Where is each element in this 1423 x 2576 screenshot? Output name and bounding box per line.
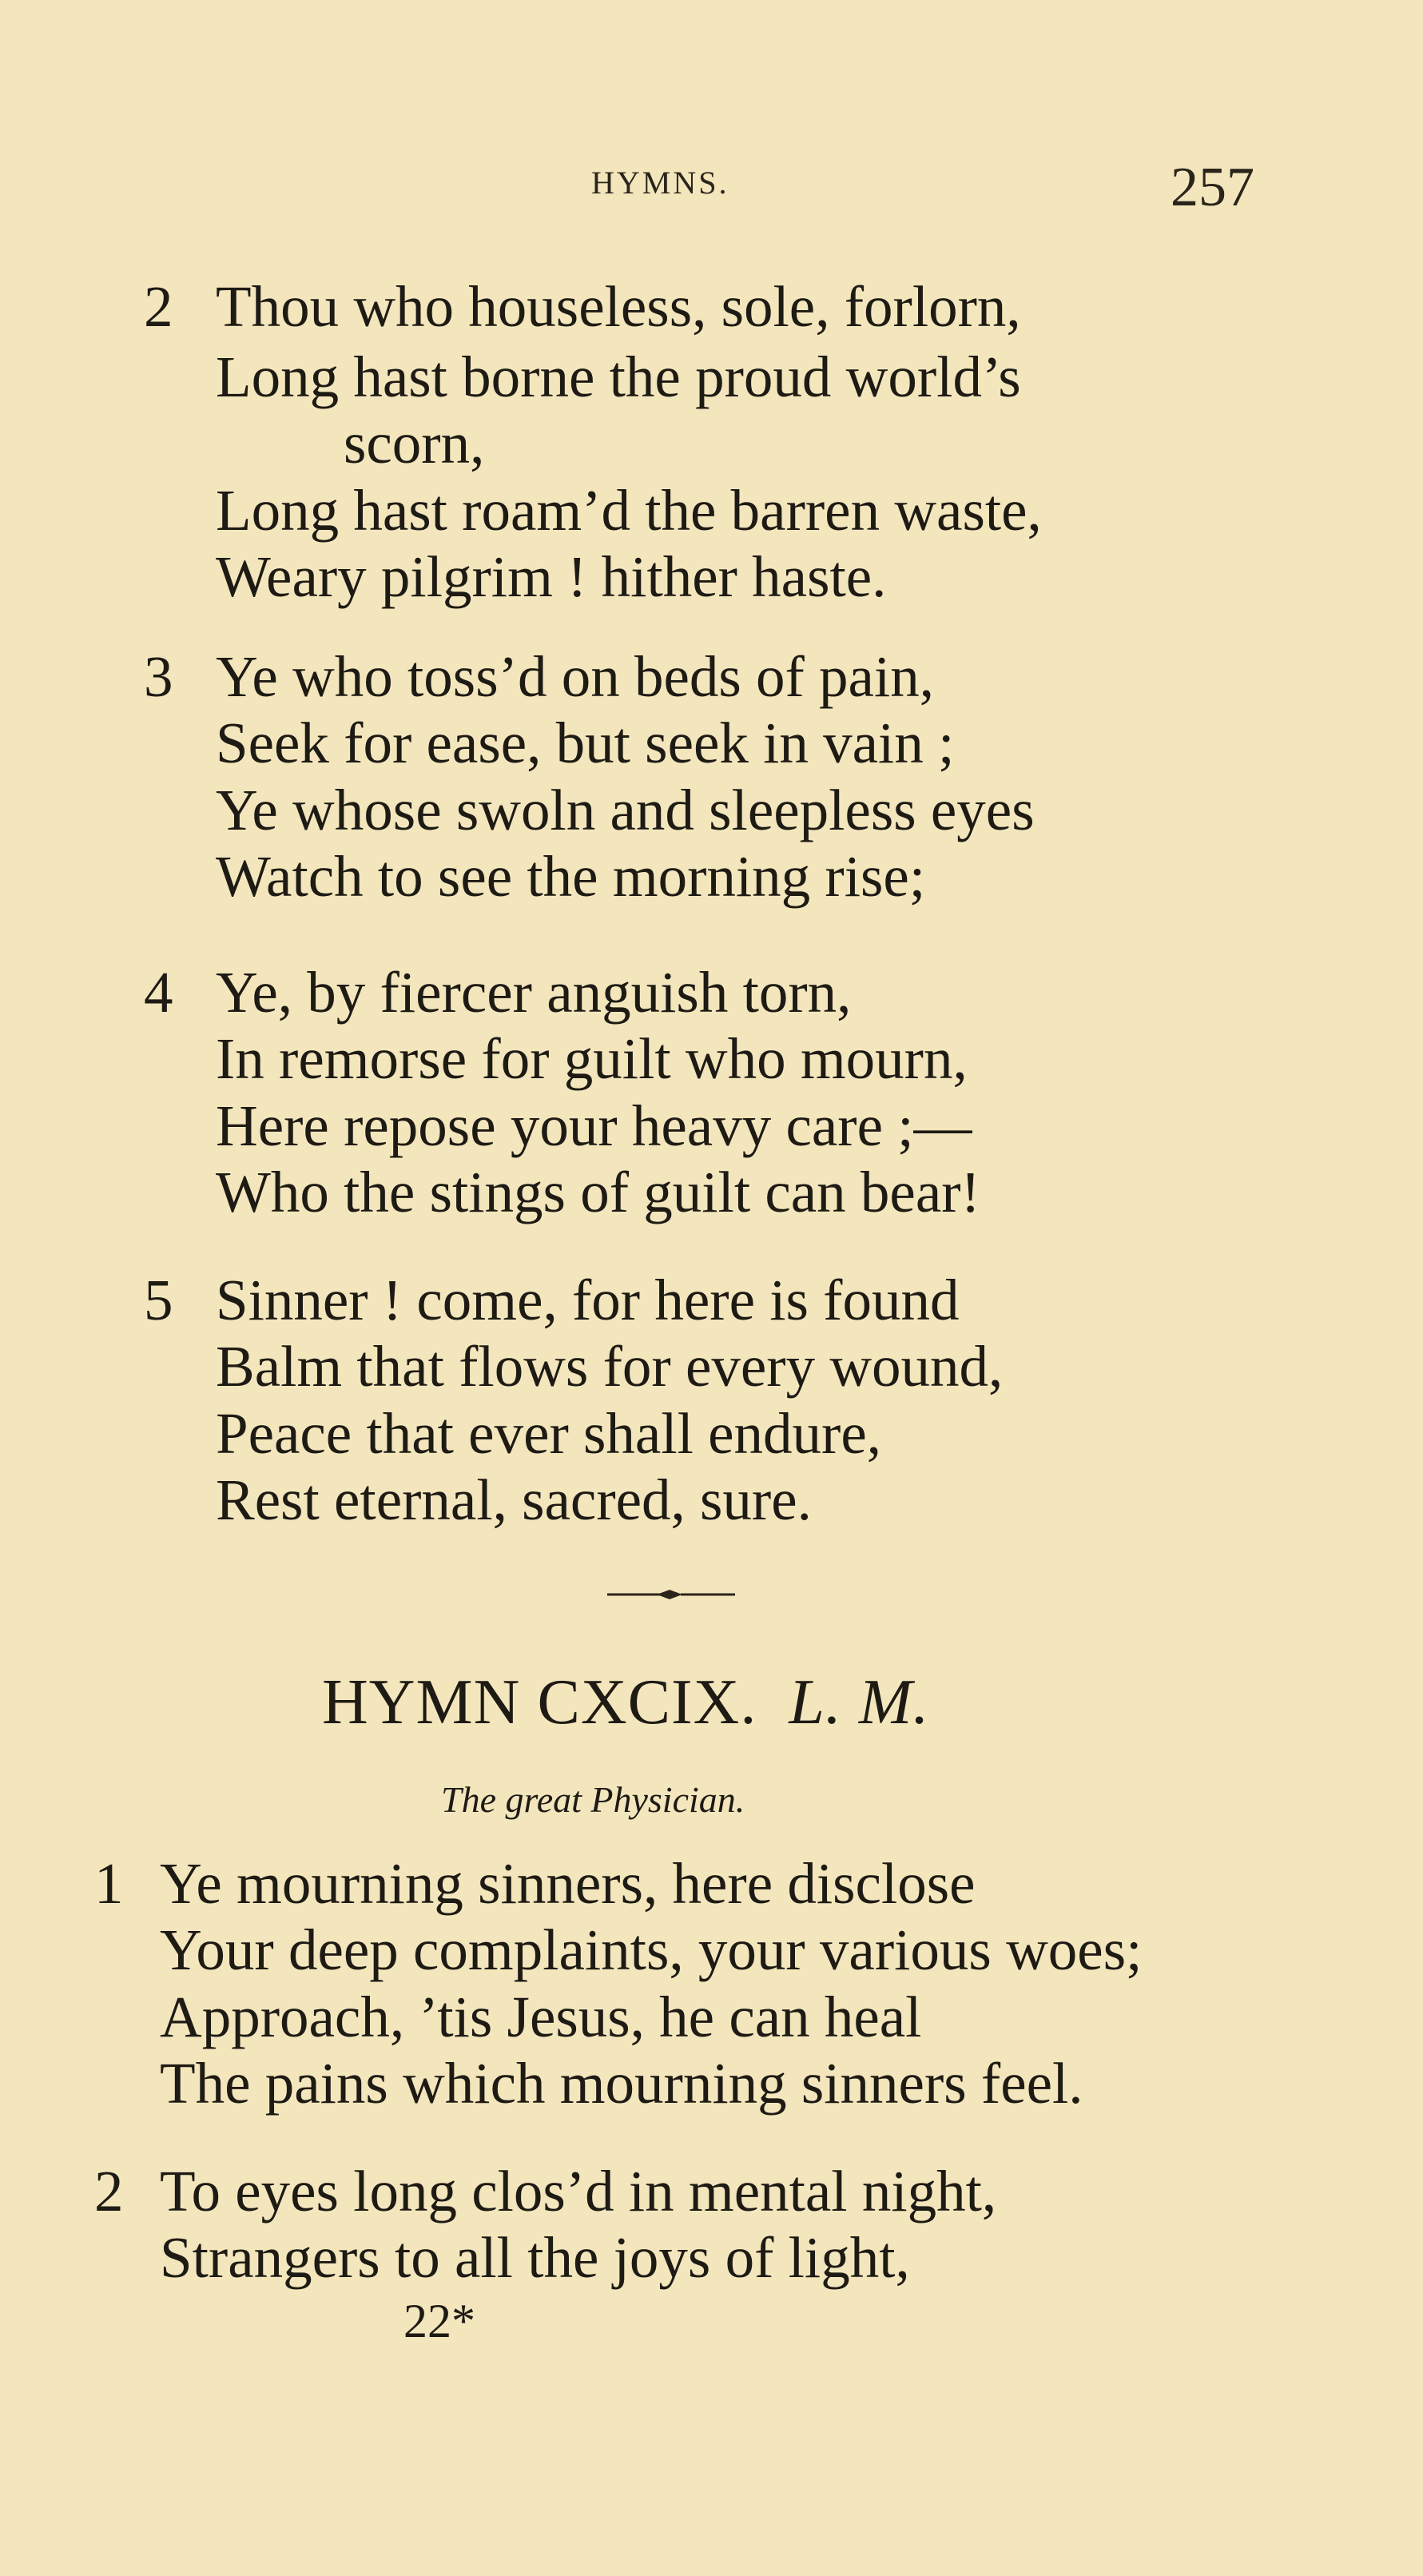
verse-line: Approach, ’tis Jesus, he can heal bbox=[160, 1985, 922, 2049]
stanza-number: 2 bbox=[94, 2159, 124, 2224]
ornament-divider-icon bbox=[607, 1589, 735, 1600]
verse-line: Peace that ever shall endure, bbox=[216, 1401, 882, 1466]
verse-line: Rest eternal, sacred, sure. bbox=[216, 1467, 812, 1532]
verse-line: The pains which mourning sinners feel. bbox=[160, 2051, 1083, 2116]
verse-line: Ye whose swoln and sleepless eyes bbox=[216, 778, 1035, 842]
verse-line: Seek for ease, but seek in vain ; bbox=[216, 711, 955, 775]
verse-line: Ye mourning sinners, here disclose bbox=[160, 1851, 976, 1916]
verse-line: Sinner ! come, for here is found bbox=[216, 1268, 960, 1332]
hymn-subtitle: The great Physician. bbox=[441, 1779, 745, 1820]
verse-line: Who the stings of guilt can bear! bbox=[216, 1160, 980, 1224]
page-number: 257 bbox=[1171, 157, 1254, 218]
running-title: HYMNS. bbox=[591, 165, 729, 201]
hymn-meter: L. M. bbox=[789, 1667, 930, 1738]
verse-line: In remorse for guilt who mourn, bbox=[216, 1026, 968, 1091]
stanza-number: 4 bbox=[144, 960, 173, 1025]
verse-line: Your deep complaints, your various woes; bbox=[160, 1917, 1143, 1982]
verse-line: Long hast roam’d the barren waste, bbox=[216, 478, 1042, 543]
verse-line: scorn, bbox=[344, 411, 485, 476]
hymn-title: HYMN CXCIX. bbox=[322, 1667, 757, 1738]
verse-line: To eyes long clos’d in mental night, bbox=[160, 2159, 997, 2224]
verse-line: Strangers to all the joys of light, bbox=[160, 2225, 910, 2290]
stanza-number: 3 bbox=[144, 644, 173, 709]
stanza-number: 5 bbox=[144, 1268, 173, 1332]
verse-line: Ye, by fiercer anguish torn, bbox=[216, 960, 852, 1025]
verse-line: Thou who houseless, sole, forlorn, bbox=[216, 274, 1021, 339]
verse-line: Long hast borne the proud world’s bbox=[216, 344, 1021, 409]
verse-line: Watch to see the morning rise; bbox=[216, 844, 926, 909]
verse-line: Here repose your heavy care ;— bbox=[216, 1093, 972, 1158]
verse-line: Weary pilgrim ! hither haste. bbox=[216, 544, 887, 609]
verse-line: Ye who toss’d on beds of pain, bbox=[216, 644, 934, 709]
verse-line: Balm that flows for every wound, bbox=[216, 1334, 1004, 1399]
stanza-number: 1 bbox=[94, 1851, 124, 1916]
stanza-number: 2 bbox=[144, 274, 173, 339]
hymn-heading bbox=[322, 1666, 930, 1739]
signature-mark: 22* bbox=[403, 2295, 475, 2347]
